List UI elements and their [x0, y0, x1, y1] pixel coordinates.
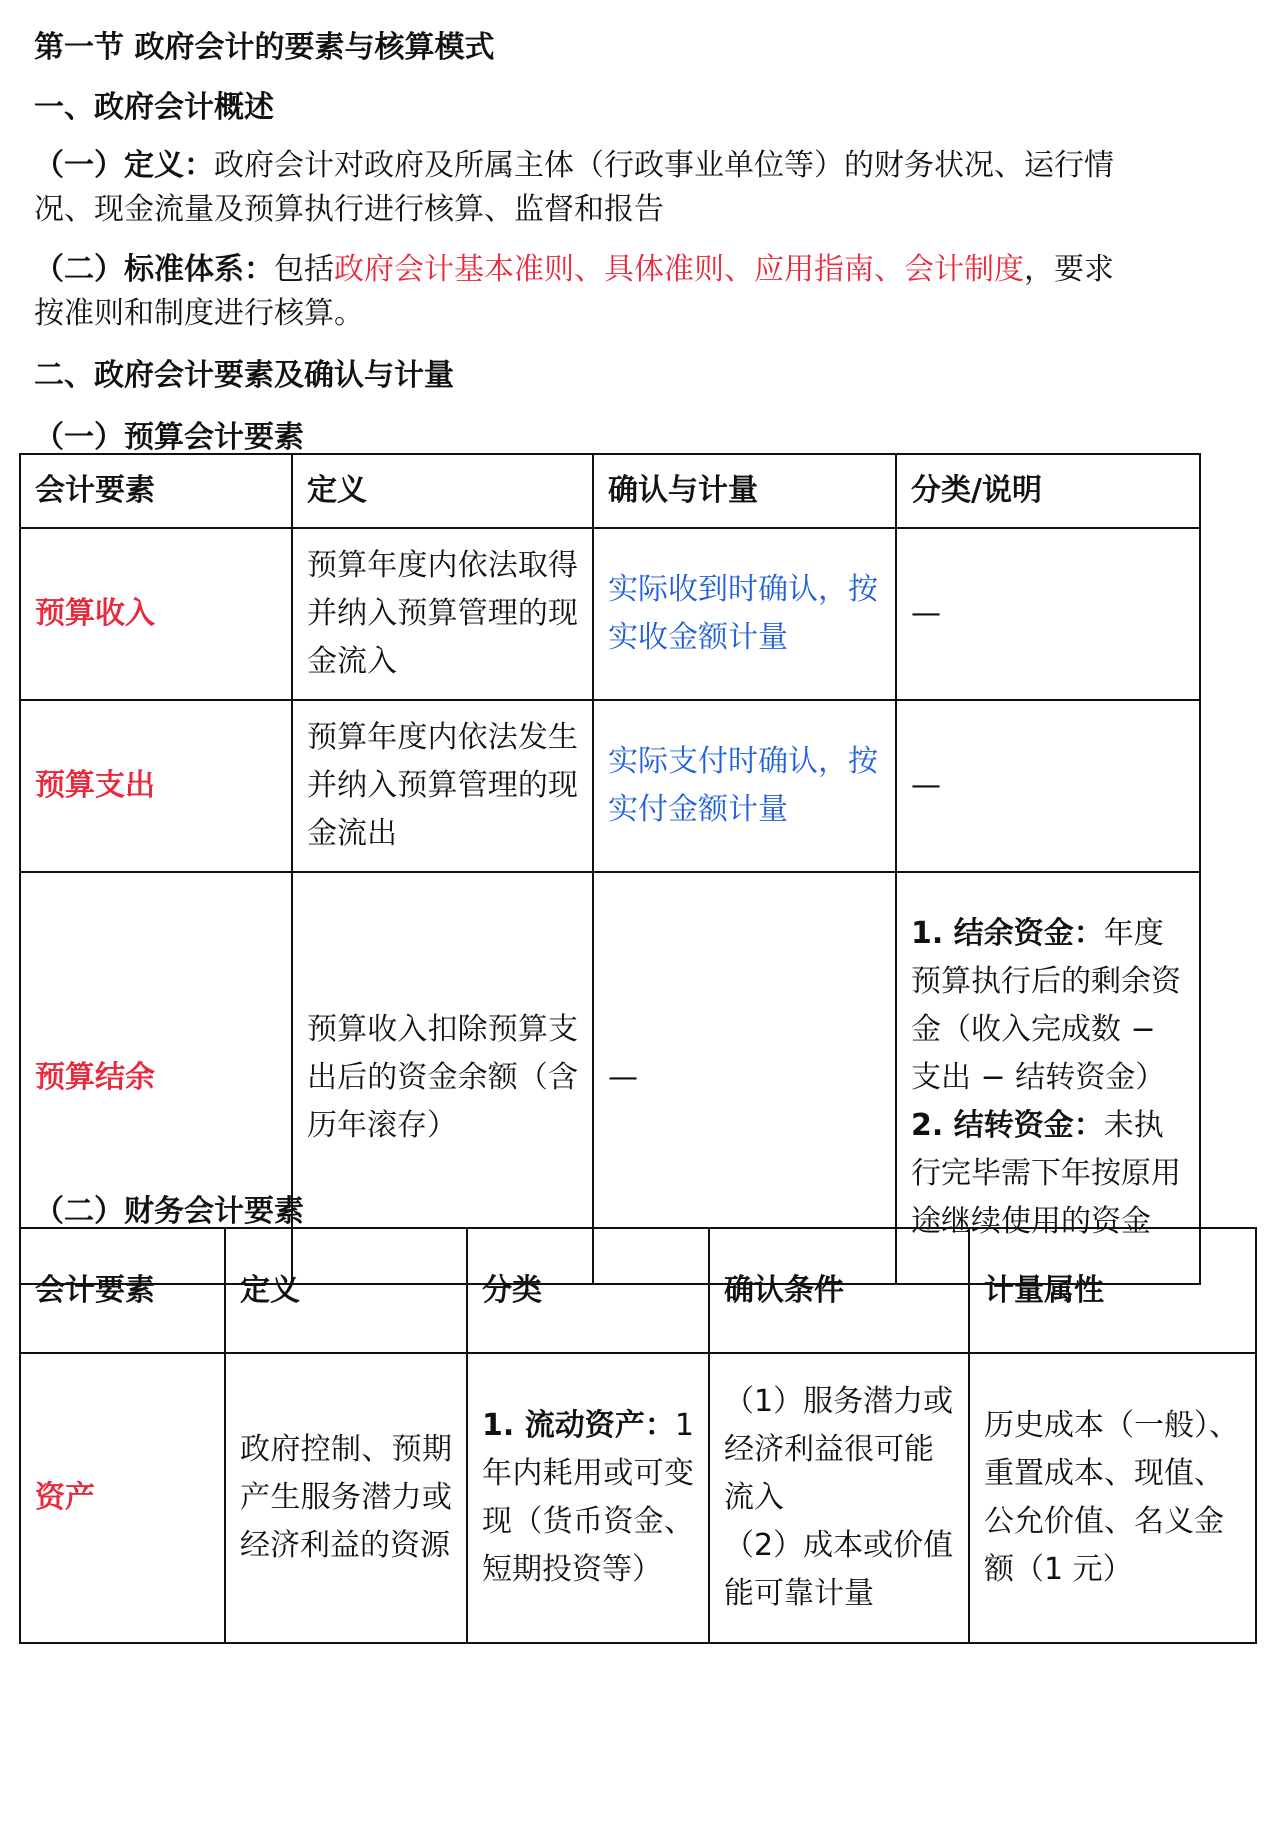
recognition-cell: 实际收到时确认，按实收金额计量	[593, 528, 896, 700]
financial-elements-heading: （二）财务会计要素	[34, 1194, 304, 1229]
definition-paragraph-cont: 况、现金流量及预算执行进行核算、监督和报告	[34, 192, 664, 227]
standards-prefix: 包括	[274, 252, 334, 287]
table-header-row	[20, 1228, 1256, 1353]
carryover-note-text: 未执行完毕需下年按原用途继续使用的资金	[911, 1108, 1181, 1239]
note-cell	[896, 872, 1200, 1284]
section-title: 第一节 政府会计的要素与核算模式	[34, 30, 495, 65]
element-cell: 资产	[20, 1353, 225, 1643]
definition-cell: 政府控制、预期产生服务潜力或经济利益的资源	[225, 1353, 467, 1643]
standards-label: （二）标准体系：	[34, 252, 274, 287]
carryover-note	[911, 1102, 1185, 1246]
surplus-note	[911, 910, 1185, 1102]
table-row	[20, 700, 1200, 872]
header-cell: 会计要素	[20, 454, 292, 528]
condition-item: （1）服务潜力或经济利益很可能流入	[724, 1384, 954, 1515]
definition-cell: 预算收入扣除预算支出后的资金余额（含历年滚存）	[292, 872, 593, 1284]
standards-highlight: 政府会计基本准则、具体准则、应用指南、会计制度	[334, 252, 1024, 287]
header-cell: 确认与计量	[593, 454, 896, 528]
surplus-note-label: 1. 结余资金：	[911, 916, 1104, 951]
condition-item: （2）成本或价值能可靠计量	[724, 1528, 954, 1611]
table-row	[20, 1353, 1256, 1643]
header-cell: 计量属性	[969, 1228, 1256, 1353]
header-cell: 定义	[292, 454, 593, 528]
header-cell: 会计要素	[20, 1228, 225, 1353]
standards-suffix: ，要求	[1024, 252, 1114, 287]
note-cell: —	[896, 528, 1200, 700]
definition-cell: 预算年度内依法取得并纳入预算管理的现金流入	[292, 528, 593, 700]
header-cell: 确认条件	[709, 1228, 969, 1353]
recognition-cell: 实际支付时确认，按实付金额计量	[593, 700, 896, 872]
recognition-cell: —	[593, 872, 896, 1284]
header-cell: 定义	[225, 1228, 467, 1353]
budget-elements-table	[19, 453, 1201, 1285]
part2-heading: 二、政府会计要素及确认与计量	[34, 358, 454, 393]
header-cell: 分类/说明	[896, 454, 1200, 528]
budget-elements-heading: （一）预算会计要素	[34, 420, 304, 455]
table-row	[20, 528, 1200, 700]
standards-paragraph	[34, 246, 1114, 294]
element-cell: 预算支出	[20, 700, 292, 872]
definition-label: （一）定义：	[34, 148, 214, 183]
header-cell: 分类	[467, 1228, 709, 1353]
definition-paragraph	[34, 142, 1114, 190]
category-label: 1. 流动资产：	[482, 1408, 675, 1443]
note-cell: —	[896, 700, 1200, 872]
carryover-note-label: 2. 结转资金：	[911, 1108, 1104, 1143]
element-cell: 预算结余	[20, 872, 292, 1284]
table-header-row	[20, 454, 1200, 528]
category-cell	[467, 1353, 709, 1643]
element-cell: 预算收入	[20, 528, 292, 700]
category-text: 1年内耗用或可变现（货币资金、短期投资等）	[482, 1408, 694, 1587]
financial-elements-table	[19, 1227, 1257, 1644]
measurement-cell: 历史成本（一般）、重置成本、现值、公允价值、名义金额（1 元）	[969, 1353, 1256, 1643]
standards-paragraph-cont: 按准则和制度进行核算。	[34, 296, 364, 331]
definition-cell: 预算年度内依法发生并纳入预算管理的现金流出	[292, 700, 593, 872]
definition-text: 政府会计对政府及所属主体（行政事业单位等）的财务状况、运行情	[214, 148, 1114, 183]
part1-heading: 一、政府会计概述	[34, 90, 274, 125]
condition-cell	[709, 1353, 969, 1643]
surplus-note-text: 年度预算执行后的剩余资金（收入完成数 − 支出 − 结转资金）	[911, 916, 1181, 1095]
